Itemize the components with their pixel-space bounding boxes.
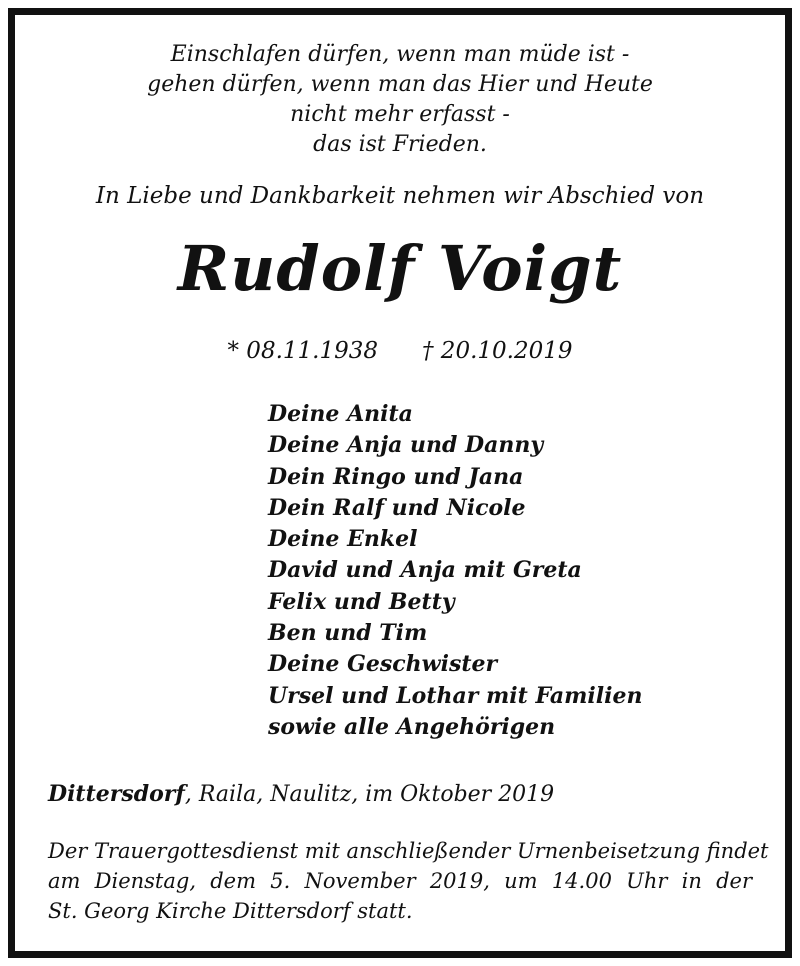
mourner-line: sowie alle Angehörigen <box>268 713 556 740</box>
death-date: † 20.10.2019 <box>422 338 573 364</box>
intro-line: In Liebe und Dankbarkeit nehmen wir Abschied von <box>95 183 705 209</box>
mourner-line: Deine Geschwister <box>268 651 498 678</box>
mourner-line: Ursel und Lothar mit Familien <box>268 682 643 709</box>
poem-line: nicht mehr erfasst - <box>290 102 510 127</box>
mourner-line: Deine Enkel <box>268 526 418 553</box>
mourner-line: Ben und Tim <box>268 620 428 647</box>
place-rest: , Raila, Naulitz, im Oktober 2019 <box>184 782 555 807</box>
place-date-line <box>48 779 554 810</box>
deceased-name: Rudolf Voigt <box>177 232 623 305</box>
life-dates <box>0 336 800 366</box>
mourners-list <box>268 399 642 743</box>
poem-line: das ist Frieden. <box>313 132 487 157</box>
mourner-line: Felix und Betty <box>268 588 455 615</box>
birth-date: * 08.11.1938 <box>227 338 378 364</box>
mourner-line: Dein Ringo und Jana <box>268 463 524 490</box>
place-town: Dittersdorf <box>48 781 185 807</box>
mourner-line: Dein Ralf und Nicole <box>268 494 526 521</box>
poem-line: Einschlafen dürfen, wenn man müde ist - <box>170 42 630 67</box>
poem-line: gehen dürfen, wenn man das Hier und Heute <box>147 72 653 97</box>
mourner-line: Deine Anita <box>268 401 413 427</box>
mourner-line: David und Anja mit Greta <box>268 557 582 584</box>
poem <box>0 40 800 160</box>
service-line: Der Trauergottesdienst mit anschließender Urnenbeisetzung findet <box>48 839 769 863</box>
mourner-line: Deine Anja und Danny <box>268 432 544 459</box>
service-line: am Dienstag, dem 5. November 2019, um 14.00 Uhr in der <box>48 869 752 893</box>
service-line: St. Georg Kirche Dittersdorf statt. <box>48 899 413 923</box>
service-info <box>48 836 769 926</box>
